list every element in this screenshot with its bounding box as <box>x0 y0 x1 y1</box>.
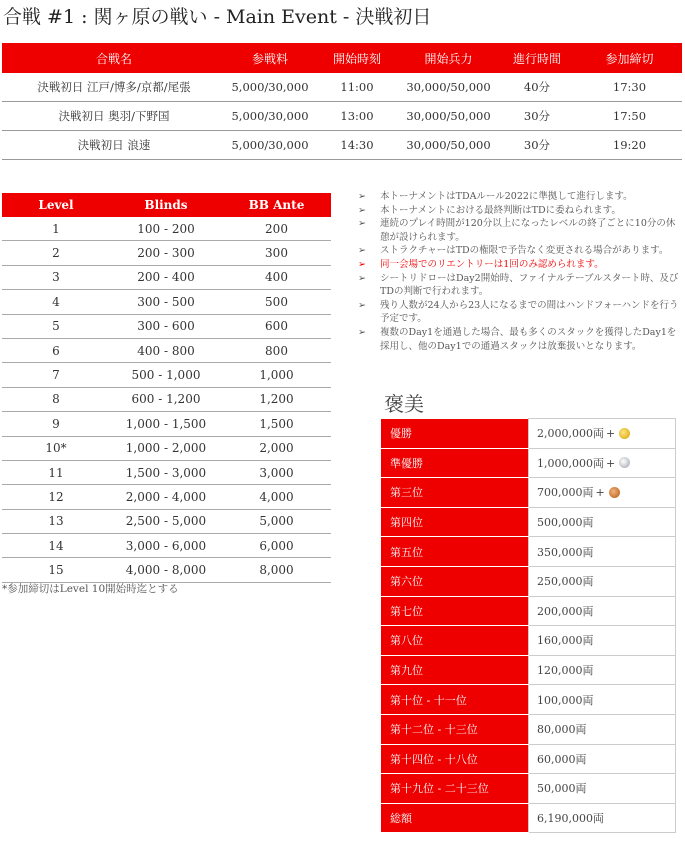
note-text: 同一会場でのリエントリーは1回のみ認められます。 <box>380 258 604 270</box>
prize-amount-cell <box>529 774 676 804</box>
note-item <box>358 190 683 204</box>
note-item <box>358 217 683 244</box>
prize-amount: 250,000両 <box>537 575 594 589</box>
note-item <box>358 244 683 258</box>
plus-sign: + <box>595 486 605 500</box>
prize-amount: 50,000両 <box>537 782 587 796</box>
prize-amount-cell <box>529 478 676 508</box>
plus-sign: + <box>605 456 616 470</box>
prize-amount-cell <box>529 596 676 626</box>
prize-amount: 80,000両 <box>537 723 587 737</box>
prize-amount: 1,000,000両 <box>537 456 604 470</box>
level-blinds: 1,000 - 1,500 <box>110 412 222 436</box>
level-ante: 2,000 <box>222 436 331 460</box>
level-row <box>2 363 331 387</box>
prize-amount: 350,000両 <box>537 545 594 559</box>
prize-row <box>382 537 676 567</box>
arrow-bullet-icon: ➢ <box>358 191 366 202</box>
schedule-header-start-stack: 開始兵力 <box>400 43 497 73</box>
schedule-cell: 17:50 <box>577 102 682 131</box>
note-text: 残り人数が24人から23人になるまでの間はハンドフォーハンドを行う予定です。 <box>380 299 679 325</box>
arrow-bullet-icon: ➢ <box>358 272 366 284</box>
prize-amount: 200,000両 <box>537 604 594 618</box>
level-row <box>2 485 331 509</box>
prize-title: 褒美 <box>384 392 424 416</box>
level-row <box>2 436 331 460</box>
schedule-header-fee: 参戦料 <box>226 43 314 73</box>
note-item <box>358 272 683 299</box>
level-blinds: 100 - 200 <box>110 217 222 241</box>
schedule-header-late-reg: 参加締切 <box>577 43 682 73</box>
level-blinds: 300 - 500 <box>110 290 222 314</box>
level-row <box>2 558 331 582</box>
prize-amount-cell <box>529 537 676 567</box>
prize-amount-cell <box>529 714 676 744</box>
level-number: 8 <box>2 387 110 411</box>
prize-amount-cell <box>529 507 676 537</box>
level-row <box>2 460 331 484</box>
schedule-cell: 30,000/50,000 <box>400 73 497 102</box>
schedule-cell: 14:30 <box>314 131 400 160</box>
prize-amount-cell <box>529 685 676 715</box>
schedule-cell: 5,000/30,000 <box>226 131 314 160</box>
prize-row <box>382 714 676 744</box>
level-number: 3 <box>2 265 110 289</box>
arrow-bullet-icon: ➢ <box>358 299 366 311</box>
prize-row <box>382 744 676 774</box>
prize-rank: 第六位 <box>382 566 529 596</box>
level-row <box>2 217 331 241</box>
level-blinds: 3,000 - 6,000 <box>110 534 222 558</box>
prize-row <box>382 478 676 508</box>
schedule-cell: 決戦初日 江戸/博多/京都/尾張 <box>2 73 226 102</box>
level-ante: 1,500 <box>222 412 331 436</box>
level-blinds: 2,500 - 5,000 <box>110 509 222 533</box>
note-item <box>358 326 683 353</box>
level-ante: 8,000 <box>222 558 331 582</box>
schedule-cell: 30分 <box>497 131 577 160</box>
note-item <box>358 204 683 218</box>
schedule-header-name: 合戦名 <box>2 43 226 73</box>
arrow-bullet-icon: ➢ <box>358 218 366 230</box>
prize-amount: 120,000両 <box>537 664 594 678</box>
level-ante: 5,000 <box>222 509 331 533</box>
prize-amount-cell <box>529 744 676 774</box>
level-row <box>2 387 331 411</box>
level-number: 13 <box>2 509 110 533</box>
level-ante: 500 <box>222 290 331 314</box>
prize-rank: 第五位 <box>382 537 529 567</box>
prize-rank: 準優勝 <box>382 448 529 478</box>
prize-rank: 第十四位 - 十八位 <box>382 744 529 774</box>
level-blinds: 4,000 - 8,000 <box>110 558 222 582</box>
note-item <box>358 299 683 326</box>
level-blinds: 400 - 800 <box>110 338 222 362</box>
note-text: 複数のDay1を通過した場合、最も多くのスタックを獲得したDay1を採用し、他のDay1での通過スタックは放棄扱いとなります。 <box>380 326 677 352</box>
schedule-row <box>2 73 682 102</box>
gold-medal-icon <box>619 428 630 439</box>
level-blinds: 200 - 400 <box>110 265 222 289</box>
level-number: 2 <box>2 241 110 265</box>
schedule-cell: 決戦初日 浪速 <box>2 131 226 160</box>
prize-row <box>382 803 676 833</box>
level-ante: 1,200 <box>222 387 331 411</box>
prize-row <box>382 655 676 685</box>
level-blinds: 1,500 - 3,000 <box>110 460 222 484</box>
level-number: 11 <box>2 460 110 484</box>
prize-amount-cell <box>529 655 676 685</box>
arrow-bullet-icon: ➢ <box>358 258 366 270</box>
level-ante: 1,000 <box>222 363 331 387</box>
prize-row <box>382 774 676 804</box>
level-row <box>2 509 331 533</box>
prize-rank: 第四位 <box>382 507 529 537</box>
page-title: 合戦 #1 : 関ヶ原の戦い - Main Event - 決戦初日 <box>3 6 432 28</box>
prize-rank: 総額 <box>382 803 529 833</box>
schedule-header-start-time: 開始時刻 <box>314 43 400 73</box>
level-ante: 200 <box>222 217 331 241</box>
level-blinds: 200 - 300 <box>110 241 222 265</box>
level-footnote: *参加締切はLevel 10開始時迄とする <box>2 583 179 595</box>
prize-rank: 第十九位 - 二十三位 <box>382 774 529 804</box>
prize-row <box>382 448 676 478</box>
schedule-row <box>2 102 682 131</box>
schedule-header-level-duration: 進行時間 <box>497 43 577 73</box>
prize-amount: 60,000両 <box>537 752 587 766</box>
level-row <box>2 290 331 314</box>
schedule-cell: 30,000/50,000 <box>400 131 497 160</box>
bronze-medal-icon <box>609 487 620 498</box>
level-header-ante: BB Ante <box>222 193 331 217</box>
prize-row <box>382 507 676 537</box>
silver-medal-icon <box>619 457 630 468</box>
prize-row <box>382 685 676 715</box>
prize-rank: 第十二位 - 十三位 <box>382 714 529 744</box>
level-number: 5 <box>2 314 110 338</box>
level-row <box>2 338 331 362</box>
prize-table <box>381 418 676 833</box>
prize-rank: 第八位 <box>382 626 529 656</box>
schedule-row <box>2 131 682 160</box>
level-row <box>2 534 331 558</box>
prize-row <box>382 626 676 656</box>
schedule-table <box>2 43 682 160</box>
prize-amount-cell <box>529 803 676 833</box>
schedule-cell: 40分 <box>497 73 577 102</box>
note-text: 連続のプレイ時間が120分以上になったレベルの終了ごとに10分の休憩が設けられます。 <box>380 218 676 243</box>
prize-amount: 6,190,000両 <box>537 812 604 826</box>
prize-rank: 第七位 <box>382 596 529 626</box>
prize-amount-cell <box>529 419 676 449</box>
schedule-cell: 5,000/30,000 <box>226 73 314 102</box>
level-header-row <box>2 193 331 217</box>
schedule-cell: 5,000/30,000 <box>226 102 314 131</box>
note-item <box>358 258 683 272</box>
level-number: 7 <box>2 363 110 387</box>
level-ante: 600 <box>222 314 331 338</box>
level-number: 15 <box>2 558 110 582</box>
level-ante: 400 <box>222 265 331 289</box>
level-blinds: 500 - 1,000 <box>110 363 222 387</box>
note-text: 本トーナメントにおける最終判断はTDに委ねられます。 <box>380 204 621 216</box>
level-number: 12 <box>2 485 110 509</box>
level-number: 6 <box>2 338 110 362</box>
level-number: 10* <box>2 436 110 460</box>
level-header-level: Level <box>2 193 110 217</box>
arrow-bullet-icon: ➢ <box>358 245 366 257</box>
level-ante: 4,000 <box>222 485 331 509</box>
level-blinds: 1,000 - 2,000 <box>110 436 222 460</box>
prize-rank: 優勝 <box>382 419 529 449</box>
blind-level-table <box>2 193 331 583</box>
prize-rank: 第三位 <box>382 478 529 508</box>
prize-row <box>382 596 676 626</box>
level-ante: 300 <box>222 241 331 265</box>
prize-amount-cell <box>529 626 676 656</box>
level-row <box>2 265 331 289</box>
prize-amount: 100,000両 <box>537 693 594 707</box>
prize-amount-cell <box>529 566 676 596</box>
schedule-cell: 決戦初日 奥羽/下野国 <box>2 102 226 131</box>
level-number: 14 <box>2 534 110 558</box>
prize-amount-cell <box>529 448 676 478</box>
note-text: シートリドローはDay2開始時、ファイナルテーブルスタート時、及びTDの判断で行われます。 <box>380 272 679 298</box>
prize-row <box>382 419 676 449</box>
prize-amount: 700,000両 <box>537 486 594 500</box>
level-blinds: 600 - 1,200 <box>110 387 222 411</box>
note-text: ストラクチャーはTDの権限で予告なく変更される場合があります。 <box>380 245 669 257</box>
schedule-cell: 11:00 <box>314 73 400 102</box>
schedule-cell: 13:00 <box>314 102 400 131</box>
rules-notes <box>358 190 683 353</box>
prize-rank: 第九位 <box>382 655 529 685</box>
note-text: 本トーナメントはTDAルール2022に準拠して進行します。 <box>380 191 633 202</box>
level-ante: 6,000 <box>222 534 331 558</box>
schedule-cell: 17:30 <box>577 73 682 102</box>
level-number: 4 <box>2 290 110 314</box>
prize-row <box>382 566 676 596</box>
level-number: 9 <box>2 412 110 436</box>
schedule-cell: 30分 <box>497 102 577 131</box>
plus-sign: + <box>605 427 616 441</box>
prize-amount: 2,000,000両 <box>537 427 604 441</box>
level-row <box>2 412 331 436</box>
level-blinds: 300 - 600 <box>110 314 222 338</box>
arrow-bullet-icon: ➢ <box>358 204 366 216</box>
schedule-cell: 30,000/50,000 <box>400 102 497 131</box>
level-row <box>2 241 331 265</box>
arrow-bullet-icon: ➢ <box>358 326 366 338</box>
prize-amount: 160,000両 <box>537 634 594 648</box>
level-blinds: 2,000 - 4,000 <box>110 485 222 509</box>
level-ante: 800 <box>222 338 331 362</box>
schedule-header-row <box>2 43 682 73</box>
level-ante: 3,000 <box>222 460 331 484</box>
prize-rank: 第十位 - 十一位 <box>382 685 529 715</box>
level-number: 1 <box>2 217 110 241</box>
schedule-cell: 19:20 <box>577 131 682 160</box>
prize-amount: 500,000両 <box>537 516 594 530</box>
level-header-blinds: Blinds <box>110 193 222 217</box>
level-row <box>2 314 331 338</box>
